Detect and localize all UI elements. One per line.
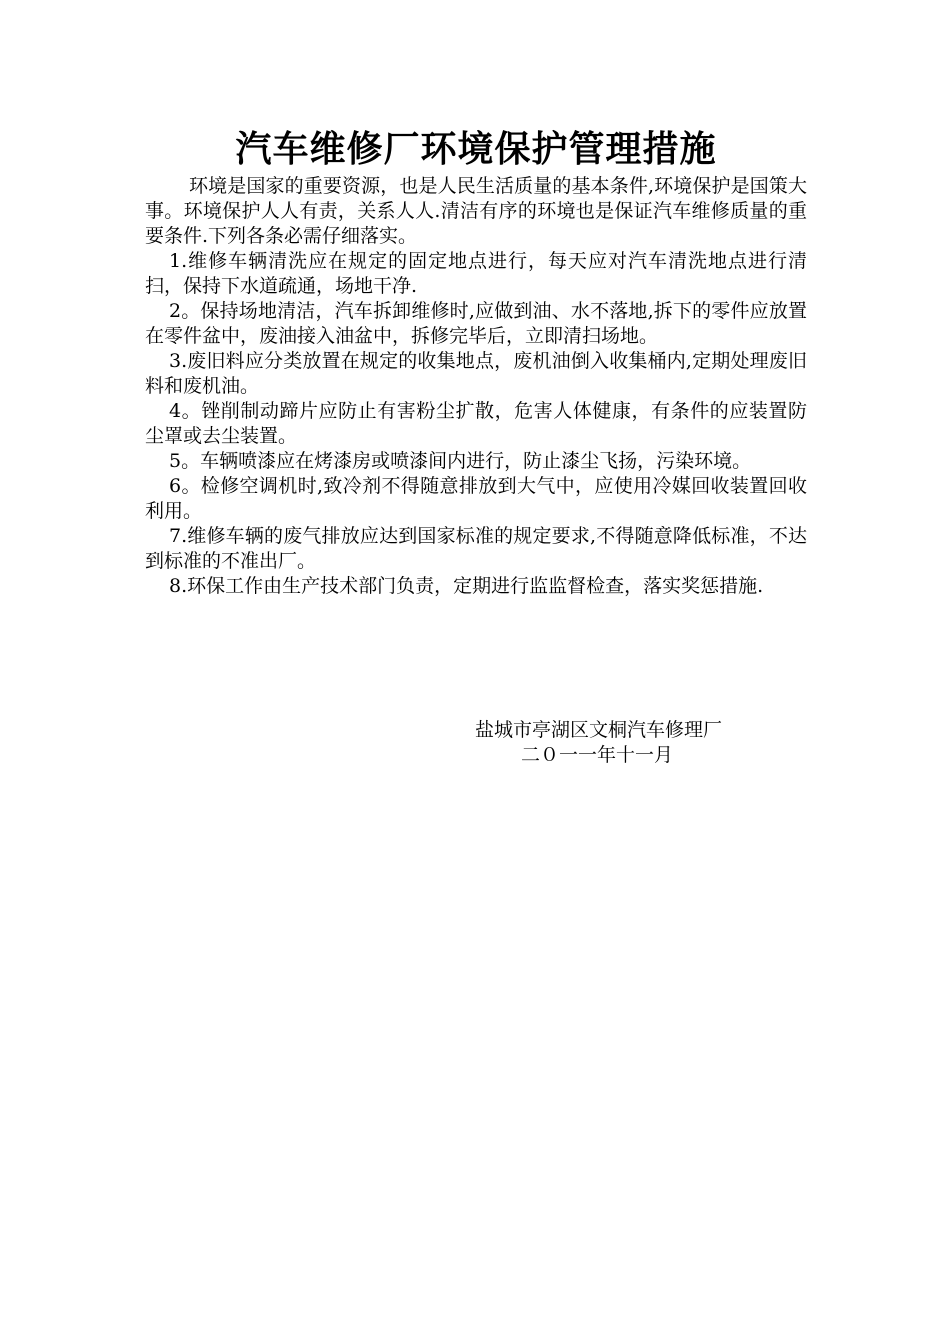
measure-item-4: 4。锉削制动蹄片应防止有害粉尘扩散，危害人体健康，有条件的应装置防尘罩或去尘装置。 xyxy=(145,400,807,447)
organization-name: 盐城市亭湖区文桐汽车修理厂 xyxy=(475,719,723,741)
signature-block xyxy=(145,718,807,768)
issue-date: 二０一一年十一月 xyxy=(521,744,674,766)
document-body xyxy=(145,126,807,599)
measure-item-7: 7.维修车辆的废气排放应达到国家标准的规定要求,不得随意降低标准，不达到标准的不准出厂。 xyxy=(145,525,807,572)
measure-item-5: 5。车辆喷漆应在烤漆房或喷漆间内进行，防止漆尘飞扬，污染环境。 xyxy=(169,450,752,472)
measure-item-1: 1.维修车辆清洗应在规定的固定地点进行，每天应对汽车清洗地点进行清扫，保持下水道疏通，场地干净. xyxy=(145,250,807,297)
measure-item-2: 2。保持场地清洁，汽车拆卸维修时,应做到油、水不落地,拆下的零件应放置在零件盆中，废油接入油盆中，拆修完毕后，立即清扫场地。 xyxy=(145,300,807,347)
intro-paragraph: 环境是国家的重要资源，也是人民生活质量的基本条件,环境保护是国策大事。环境保护人人有责，关系人人.清洁有序的环境也是保证汽车维修质量的重要条件.下列各条必需仔细落实。 xyxy=(145,175,807,247)
measure-item-6: 6。检修空调机时,致冷剂不得随意排放到大气中，应使用冷媒回收装置回收利用。 xyxy=(145,475,807,522)
document-title: 汽车维修厂环境保护管理措施 xyxy=(235,129,717,170)
measure-item-3: 3.废旧料应分类放置在规定的收集地点，废机油倒入收集桶内,定期处理废旧料和废机油。 xyxy=(145,350,807,397)
measure-item-8: 8.环保工作由生产技术部门负责，定期进行监监督检查，落实奖惩措施. xyxy=(169,575,764,597)
